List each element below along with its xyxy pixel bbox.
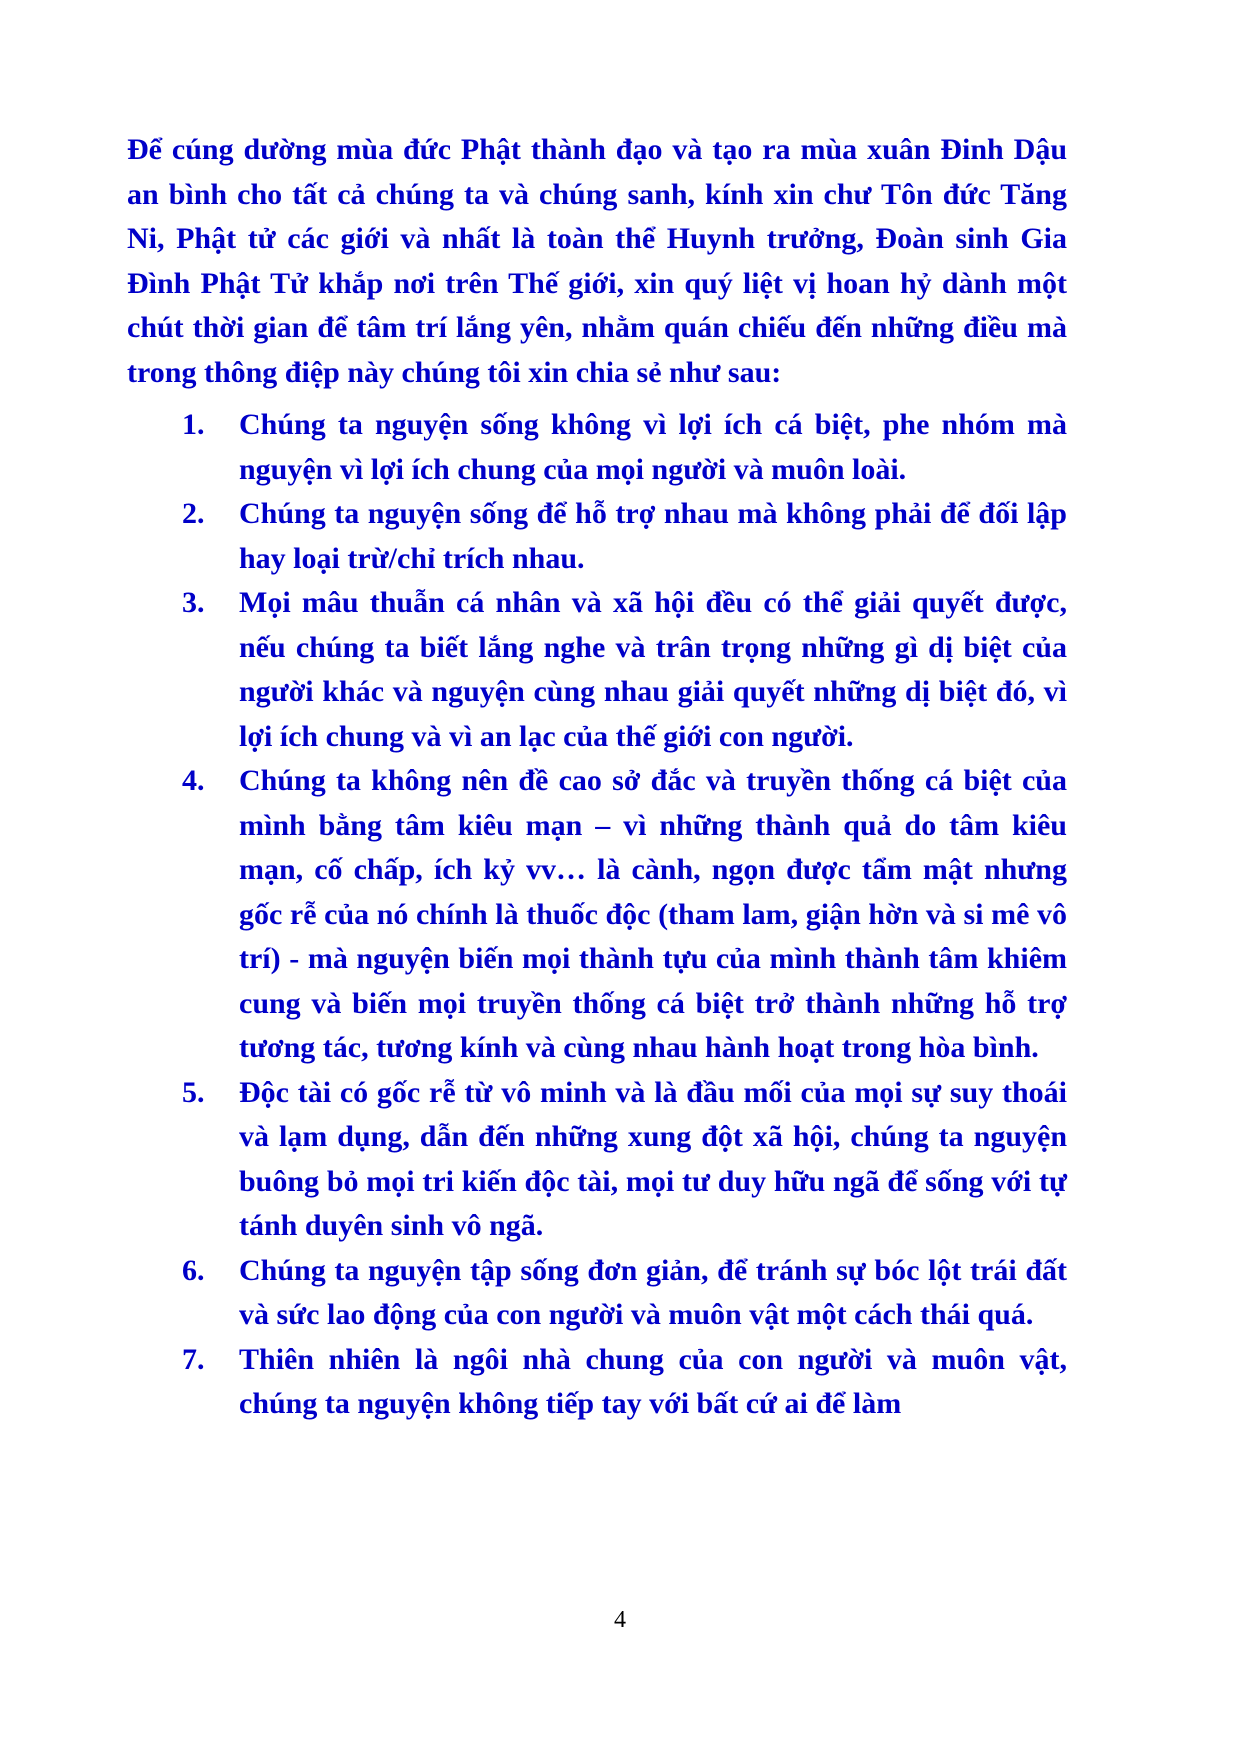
page-number: 4 xyxy=(614,1607,626,1633)
list-item-number: 1. xyxy=(182,408,205,441)
list-item-number: 2. xyxy=(182,497,205,530)
list-item xyxy=(127,403,1067,492)
list-item xyxy=(127,492,1067,581)
list-item-text: Chúng ta không nên đề cao sở đắc và truyền thống cá biệt của mình bằng tâm kiêu mạn – vì những thành quả do tâm kiêu mạn, cố chấp, ích kỷ vv… là cành, ngọn được tẩm mật nhưng gốc rễ của nó chính là thuốc độc (tham lam, giận hờn và si mê vô trí) - mà nguyện biến mọi thành tựu của mình thành tâm khiêm cung và biến mọi truyền thống cá biệt trở thành những hỗ trợ tương tác, tương kính và cùng nhau hành hoạt trong hòa bình. xyxy=(239,764,1067,1064)
list-item xyxy=(127,759,1067,1071)
list-item-number: 7. xyxy=(182,1342,205,1376)
list-item-text: Chúng ta nguyện sống để hỗ trợ nhau mà không phải để đối lập hay loại trừ/chỉ trích nhau. xyxy=(239,497,1067,575)
document-body xyxy=(127,128,1067,1427)
list-item xyxy=(127,1249,1067,1338)
list-item-number: 6. xyxy=(182,1253,205,1287)
list-item-text: Độc tài có gốc rễ từ vô minh và là đầu mối của mọi sự suy thoái và lạm dụng, dẫn đến những xung đột xã hội, chúng ta nguyện buông bỏ mọi tri kiến độc tài, mọi tư duy hữu ngã để sống với tự tánh duyên sinh vô ngã. xyxy=(239,1075,1067,1242)
list-item-number: 4. xyxy=(182,764,205,797)
list-item-number: 5. xyxy=(182,1075,205,1109)
list-item xyxy=(127,1338,1067,1427)
vow-list xyxy=(127,403,1067,1427)
list-item xyxy=(127,581,1067,759)
list-item xyxy=(127,1071,1067,1249)
list-item-text: Thiên nhiên là ngôi nhà chung của con người và muôn vật, chúng ta nguyện không tiếp tay với bất cứ ai để làm xyxy=(239,1342,1067,1420)
list-item-text: Chúng ta nguyện tập sống đơn giản, để tránh sự bóc lột trái đất và sức lao động của con người và muôn vật một cách thái quá. xyxy=(239,1253,1067,1331)
list-item-text: Chúng ta nguyện sống không vì lợi ích cá biệt, phe nhóm mà nguyện vì lợi ích chung của mọi người và muôn loài. xyxy=(239,408,1067,486)
intro-paragraph: Để cúng dường mùa đức Phật thành đạo và tạo ra mùa xuân Đinh Dậu an bình cho tất cả chúng ta và chúng sanh, kính xin chư Tôn đức Tăng Ni, Phật tử các giới và nhất là toàn thể Huynh trưởng, Đoàn sinh Gia Đình Phật Tử khắp nơi trên Thế giới, xin quý liệt vị hoan hỷ dành một chút thời gian để tâm trí lắng yên, nhằm quán chiếu đến những điều mà trong thông điệp này chúng tôi xin chia sẻ như sau: xyxy=(127,133,1067,389)
list-item-number: 3. xyxy=(182,586,205,619)
list-item-text: Mọi mâu thuẫn cá nhân và xã hội đều có thể giải quyết được, nếu chúng ta biết lắng nghe và trân trọng những gì dị biệt của người khác và nguyện cùng nhau giải quyết những dị biệt đó, vì lợi ích chung và vì an lạc của thế giới con người. xyxy=(239,586,1067,753)
